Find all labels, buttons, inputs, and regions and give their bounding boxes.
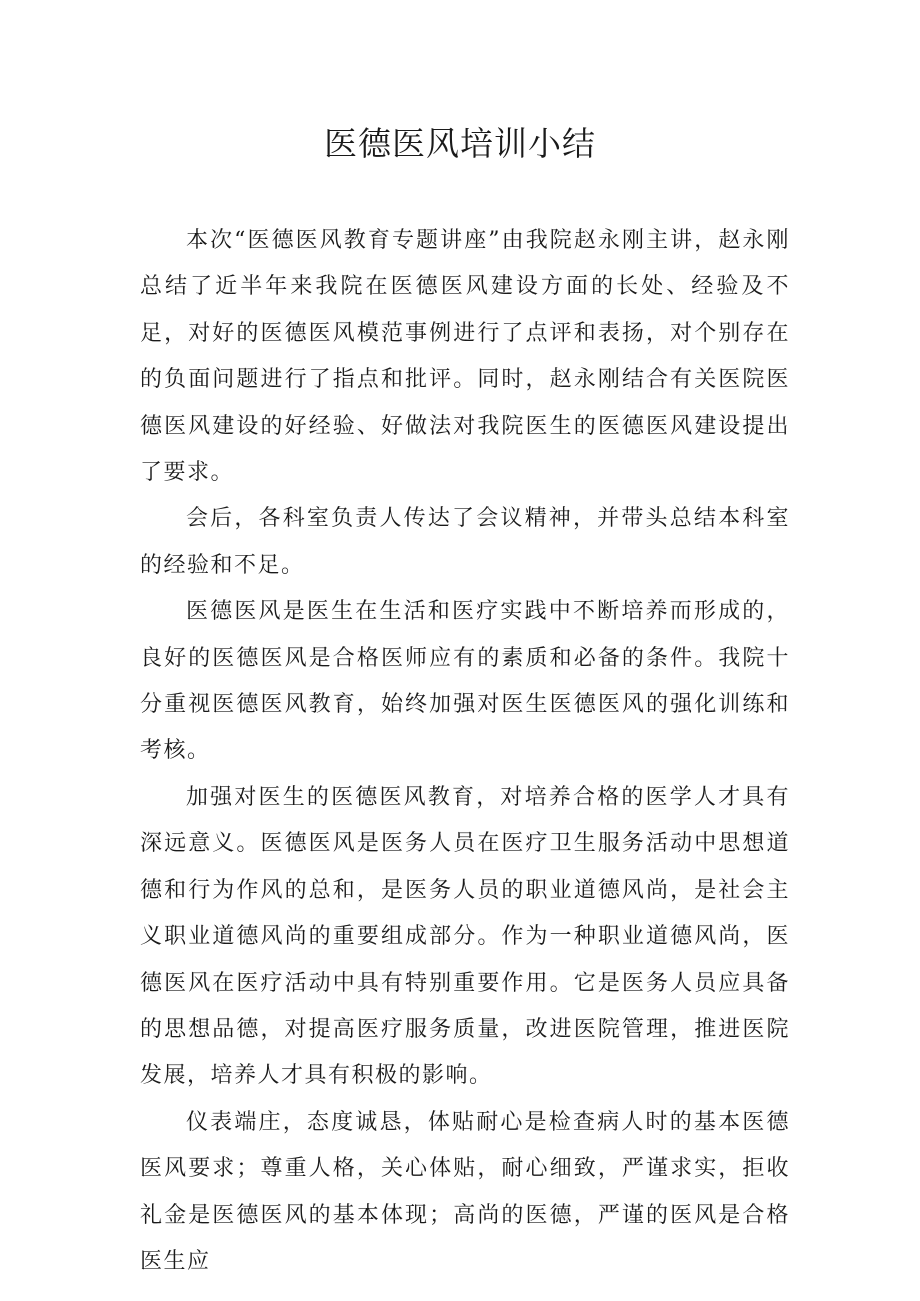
paragraph-2: 会后，各科室负责人传达了会议精神，并带头总结本科室的经验和不足。	[140, 506, 790, 578]
document-body	[140, 218, 790, 1285]
paragraph-5: 仪表端庄，态度诚恳，体贴耐心是检查病人时的基本医德医风要求；尊重人格，关心体贴，耐心细致，严谨求实，拒收礼金是医德医风的基本体现；高尚的医德，严谨的医风是合格医生应	[140, 1109, 790, 1274]
paragraph-4: 加强对医生的医德医风教育，对培养合格的医学人才具有深远意义。医德医风是医务人员在医疗卫生服务活动中思想道德和行为作风的总和，是医务人员的职业道德风尚，是社会主义职业道德风尚的重要组成部分。作为一种职业道德风尚，医德医风在医疗活动中具有特别重要作用。它是医务人员应具备的思想品德，对提高医疗服务质量，改进医院管理，推进医院发展，培养人才具有积极的影响。	[140, 784, 790, 1089]
paragraph-3: 医德医风是医生在生活和医疗实践中不断培养而形成的，良好的医德医风是合格医师应有的素质和必备的条件。我院十分重视医德医风教育，始终加强对医生医德医风的强化训练和考核。	[140, 599, 790, 764]
document-title: 医德医风培训小结	[324, 124, 596, 163]
paragraph-1: 本次“医德医风教育专题讲座”由我院赵永刚主讲，赵永刚总结了近半年来我院在医德医风建设方面的长处、经验及不足，对好的医德医风模范事例进行了点评和表扬，对个别存在的负面问题进行了指点和批评。同时，赵永刚结合有关医院医德医风建设的好经验、好做法对我院医生的医德医风建设提出了要求。	[140, 228, 790, 486]
